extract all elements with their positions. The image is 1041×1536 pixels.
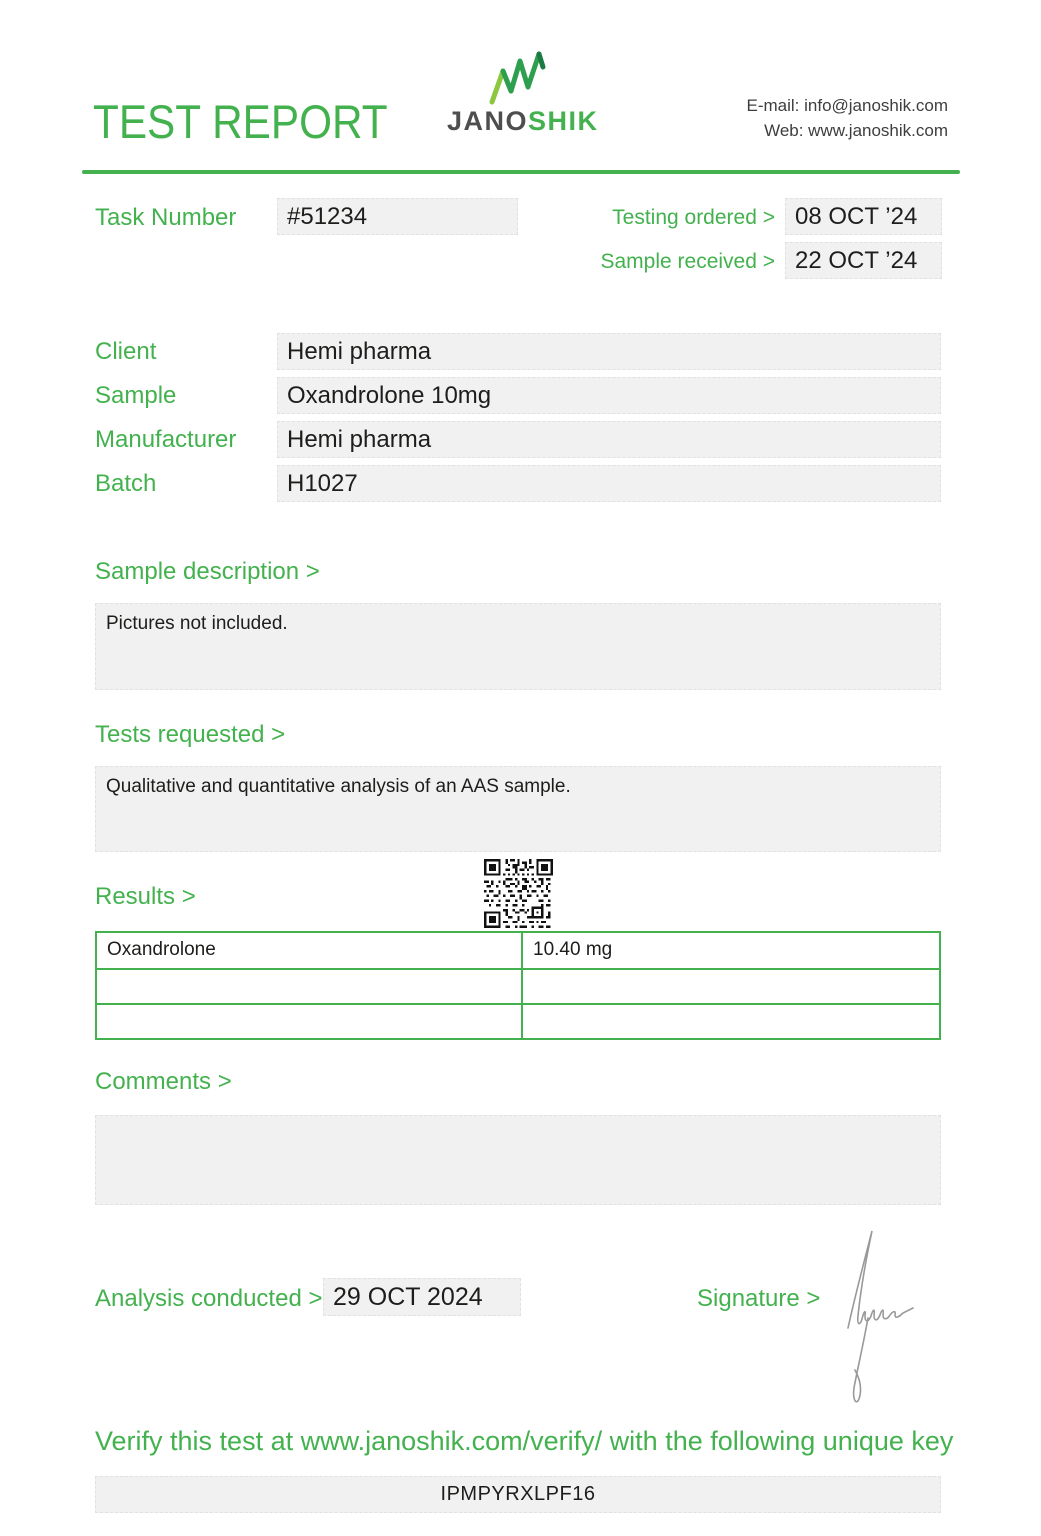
sample-received-value: 22 OCT ’24: [785, 242, 942, 279]
table-row: [97, 968, 939, 1003]
result-analyte-cell: Oxandrolone: [107, 939, 216, 960]
sample-value: Oxandrolone 10mg: [277, 377, 941, 414]
result-amount-cell: 10.40 mg: [521, 933, 939, 968]
signature-label: Signature >: [697, 1285, 821, 1312]
qr-code: [484, 859, 553, 928]
client-value: Hemi pharma: [277, 333, 941, 370]
analysis-conducted-value: 29 OCT 2024: [323, 1278, 521, 1316]
client-label: Client: [95, 338, 157, 365]
results-heading: Results >: [95, 883, 196, 910]
tests-requested-heading: Tests requested >: [95, 721, 286, 748]
sample-description-box: Pictures not included.: [95, 603, 941, 690]
testing-ordered-value: 08 OCT ’24: [785, 198, 942, 235]
batch-label: Batch: [95, 470, 157, 497]
result-amount-cell: [521, 970, 939, 1003]
comments-heading: Comments >: [95, 1068, 232, 1095]
batch-value: H1027: [277, 465, 941, 502]
logo-text-jano: JANO: [447, 106, 529, 136]
task-number-value: #51234: [277, 198, 518, 235]
janoshik-logo-chart-icon: [486, 50, 552, 106]
table-row: [97, 1003, 939, 1038]
task-number-label: Task Number: [95, 204, 237, 231]
analysis-conducted-label: Analysis conducted >: [95, 1285, 323, 1312]
comments-box: [95, 1115, 941, 1205]
janoshik-logo-wordmark: [447, 106, 599, 137]
verify-text: Verify this test at www.janoshik.com/verify/ with the following unique key: [95, 1426, 954, 1456]
logo-text-shik: SHIK: [528, 106, 599, 136]
unique-key-value: IPMPYRXLPF16: [95, 1476, 941, 1513]
page-title: TEST REPORT: [93, 95, 388, 148]
result-analyte-cell: [97, 1005, 521, 1038]
header-divider: [82, 170, 960, 174]
result-amount-cell: [521, 1005, 939, 1038]
sample-description-heading: Sample description >: [95, 558, 320, 585]
tests-requested-box: Qualitative and quantitative analysis of an AAS sample.: [95, 766, 941, 852]
manufacturer-label: Manufacturer: [95, 426, 237, 453]
table-row: [97, 933, 939, 968]
sample-label: Sample: [95, 382, 177, 409]
contact-web: Web: www.janoshik.com: [764, 121, 948, 140]
signature-image: [835, 1226, 940, 1414]
sample-received-label: Sample received >: [600, 250, 775, 273]
result-analyte-cell: [97, 970, 521, 1003]
results-table: [95, 931, 941, 1040]
testing-ordered-label: Testing ordered >: [612, 206, 775, 229]
contact-info: [747, 93, 949, 143]
manufacturer-value: Hemi pharma: [277, 421, 941, 458]
contact-email: E-mail: info@janoshik.com: [746, 96, 948, 115]
